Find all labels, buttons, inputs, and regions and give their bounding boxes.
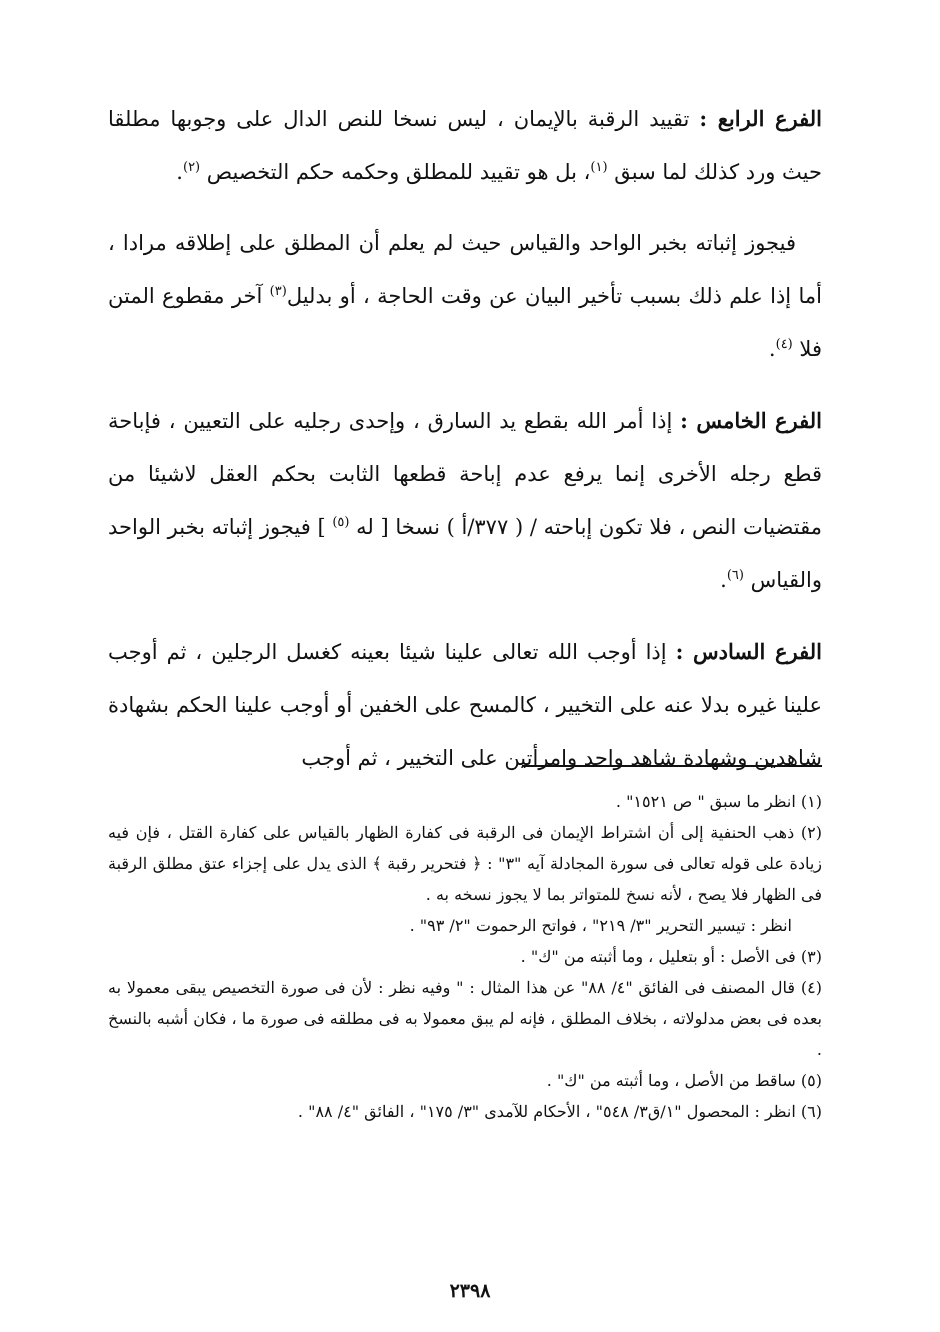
paragraph-text: آخر مقطوع المتن فلا — [108, 284, 822, 361]
footnote-1 — [108, 786, 822, 817]
footnote-separator — [522, 765, 822, 767]
paragraph-heading: الفرع الرابع : — [699, 106, 822, 131]
footnote-text: ساقط من الأصل ، وما أثبته من "ك" . — [546, 1071, 796, 1090]
footnote-6 — [108, 1096, 822, 1127]
paragraph-text: . — [176, 160, 183, 184]
footnote-number: (٣) — [800, 947, 822, 966]
paragraph-text: فيجوز إثباته بخبر الواحد والقياس حيث لم يعلم أن المطلق على إطلاقه مرادا ، أما إذا علم ذلك بسبب تأخير البيان عن وقت الحاجة ، أو بدليل — [108, 231, 822, 308]
footnote-ref: (٥) — [332, 515, 350, 530]
footnote-2 — [108, 817, 822, 910]
footnote-text: قال المصنف فى الفائق "٤/ ٨٨" عن هذا المثال : " وفيه نظر : لأن فى صورة التخصيص يبقى معمولا به بعده فى بعض مدلولاته ، بخلاف المطلق ، فإنه لم يبق معمولا به فى مطلقه فى صورة ما ، فكان أشبه بالنسخ . — [108, 978, 822, 1059]
footnote-text: فى الأصل : أو بتعليل ، وما أثبته من "ك" . — [520, 947, 796, 966]
paragraph-branch-four — [108, 92, 822, 199]
footnote-text: انظر : تيسير التحرير "٣/ ٢١٩" ، فواتح الرحموت "٢/ ٩٣" . — [409, 916, 792, 935]
paragraph-proof — [108, 217, 822, 376]
footnote-ref: (٦) — [726, 568, 744, 583]
footnote-2-reference — [108, 910, 822, 941]
paragraph-text: . — [768, 337, 776, 361]
paragraph-branch-six — [108, 625, 822, 785]
footnote-3 — [108, 941, 822, 972]
footnote-5 — [108, 1065, 822, 1096]
paragraph-heading: الفرع السادس : — [675, 639, 822, 664]
paragraph-text: إذا أوجب الله تعالى علينا شيئا بعينه كغسل الرجلين ، ثم أوجب علينا غيره بدلا عنه على التخيير ، كالمسح على الخفين أو أوجب علينا الحكم بشهادة شاهدين وشهادة شاهد واحد وامرأتين على التخيير ، ثم أوجب — [108, 640, 822, 770]
footnote-text: انظر : المحصول "١/ق٣/ ٥٤٨" ، الأحكام للآمدى "٣/ ١٧٥" ، الفائق "٤/ ٨٨" . — [297, 1102, 796, 1121]
paragraph-text: ، بل هو تقييد للمطلق وحكمه حكم التخصيص — [200, 160, 591, 184]
footnote-text: ذهب الحنفية إلى أن اشتراط الإيمان فى الرقبة فى كفارة الظهار بالقياس على كفارة القتل ، فإن فيه زيادة على قوله تعالى فى سورة المجادلة آيه "٣" : ﴿ فتحرير رقبة ﴾ الذى يدل على إجزاء عتق مطلق الرقبة فى الظهار فلا يصح ، لأنه نسخ للمتواتر بما لا يجوز نسخه به . — [108, 823, 823, 904]
paragraph-text: . — [720, 568, 727, 592]
paragraph-text: تقييد الرقبة بالإيمان ، ليس نسخا للنص الدال على وجوبها مطلقا حيث ورد كذلك لما سبق — [108, 107, 822, 184]
footnote-ref: (٢) — [182, 160, 201, 175]
footnotes — [108, 786, 822, 1127]
footnote-ref: (١) — [590, 160, 608, 175]
paragraph-heading: الفرع الخامس : — [680, 408, 822, 433]
main-text — [108, 92, 822, 803]
footnote-ref: (٣) — [269, 284, 287, 299]
footnote-number: (٤) — [800, 978, 823, 997]
footnote-number: (٦) — [800, 1102, 822, 1121]
footnote-text: انظر ما سبق " ص ١٥٢١" . — [615, 792, 796, 811]
footnote-ref: (٤) — [775, 337, 793, 352]
footnote-number: (١) — [800, 792, 822, 811]
page-number: ٢٣٩٨ — [449, 1280, 491, 1302]
paragraph-text: إذا أمر الله بقطع يد السارق ، وإحدى رجليه على التعيين ، فإباحة قطع رجله الأخرى إنما يرفع عدم إباحة قطعها الثابت بحكم العقل لاشيئا من مقتضيات النص ، فلا تكون إباحته / ( ٣٧٧/أ ) نسخا [ له — [108, 409, 822, 539]
footnote-number: (٥) — [800, 1071, 822, 1090]
paragraph-branch-five — [108, 394, 822, 607]
footnote-number: (٢) — [800, 823, 822, 842]
footnote-4 — [108, 972, 822, 1065]
paragraph-text: ] فيجوز إثباته بخبر الواحد والقياس — [108, 515, 822, 592]
